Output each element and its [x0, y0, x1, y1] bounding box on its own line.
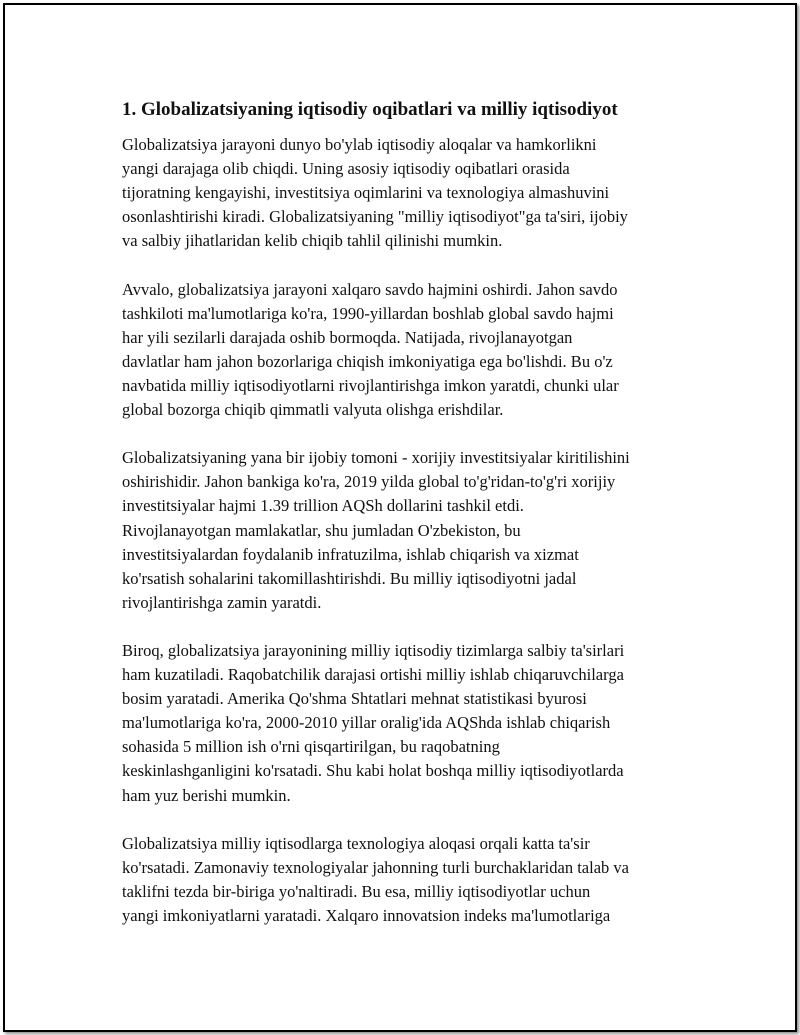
paragraph-line: keskinlashganligini ko'rsatadi. Shu kabi holat boshqa milliy iqtisodiyotlarda	[122, 761, 624, 781]
paragraph-line: rivojlantirishga zamin yaratdi.	[122, 592, 322, 612]
paragraph-line: Avvalo, globalizatsiya jarayoni xalqaro savdo hajmini oshirdi. Jahon savdo	[122, 279, 618, 299]
paragraph-line: investitsiyalardan foydalanib infratuzilma, ishlab chiqarish va xizmat	[122, 544, 579, 564]
paragraph-line: yangi imkoniyatlarni yaratadi. Xalqaro innovatsion indeks ma'lumotlariga	[122, 906, 611, 925]
paragraph-line: ma'lumotlariga ko'ra, 2000-2010 yillar oralig'ida AQShda ishlab chiqarish	[122, 713, 611, 733]
paragraph-3	[122, 446, 702, 615]
paragraph-line: har yili sezilarli darajada oshib bormoqda. Natijada, rivojlanayotgan	[122, 327, 573, 347]
paragraph-line: sohasida 5 million ish o'rni qisqartirilgan, bu raqobatning	[122, 737, 500, 757]
paragraph-line: ham yuz berishi mumkin.	[122, 785, 291, 805]
paragraph-2	[122, 278, 702, 423]
paragraph-line: va salbiy jihatlaridan kelib chiqib tahlil qilinishi mumkin.	[122, 231, 503, 251]
paragraph-line: Globalizatsiyaning yana bir ijobiy tomoni - xorijiy investitsiyalar kiritilishini	[122, 448, 630, 468]
paragraph-line: taklifni tezda bir-biriga yo'naltiradi. Bu esa, milliy iqtisodiyotlar uchun	[122, 881, 591, 901]
paragraph-5	[122, 832, 702, 928]
paragraph-line: osonlashtirishi kiradi. Globalizatsiyaning "milliy iqtisodiyot"ga ta'siri, ijobiy	[122, 207, 628, 227]
section-heading: 1. Globalizatsiyaning iqtisodiy oqibatlari va milliy iqtisodiyot	[122, 99, 618, 120]
paragraph-line: global bozorga chiqib qimmatli valyuta olishga erishdilar.	[122, 400, 504, 420]
paragraph-line: Biroq, globalizatsiya jarayonining milliy iqtisodiy tizimlarga salbiy ta'sirlari	[122, 640, 625, 660]
document-body	[122, 97, 702, 952]
paragraph-line: Rivojlanayotgan mamlakatlar, shu jumladan O'zbekiston, bu	[122, 520, 521, 540]
paragraph-line: navbatida milliy iqtisodiyotlarni rivojlantirishga imkon yaratdi, chunki ular	[122, 375, 619, 395]
paragraph-line: ham kuzatiladi. Raqobatchilik darajasi ortishi milliy ishlab chiqaruvchilarga	[122, 665, 624, 685]
paragraph-line: ko'rsatish sohalarini takomillashtirishdi. Bu milliy iqtisodiyotni jadal	[122, 568, 577, 588]
paragraph-line: bosim yaratadi. Amerika Qo'shma Shtatlari mehnat statistikasi byurosi	[122, 689, 587, 709]
paragraph-line: yangi darajaga olib chiqdi. Uning asosiy iqtisodiy oqibatlari orasida	[122, 159, 570, 179]
paragraph-line: tashkiloti ma'lumotlariga ko'ra, 1990-yillardan boshlab global savdo hajmi	[122, 303, 614, 323]
paragraph-line: ko'rsatadi. Zamonaviy texnologiyalar jahonning turli burchaklaridan talab va	[122, 857, 629, 877]
paragraph-line: tijoratning kengayishi, investitsiya oqimlarini va texnologiya almashuvini	[122, 183, 610, 203]
paragraph-line: oshirishidir. Jahon bankiga ko'ra, 2019 yilda global to'g'ridan-to'g'ri xorijiy	[122, 472, 616, 492]
paragraph-line: investitsiyalar hajmi 1.39 trillion AQSh dollarini tashkil etdi.	[122, 496, 524, 516]
paragraph-4	[122, 639, 702, 808]
document-page	[3, 3, 797, 1032]
paragraph-line: davlatlar ham jahon bozorlariga chiqish imkoniyatiga ega bo'lishdi. Bu o'z	[122, 351, 613, 371]
paragraph-line: Globalizatsiya jarayoni dunyo bo'ylab iqtisodiy aloqalar va hamkorlikni	[122, 135, 597, 154]
paragraph-1	[122, 133, 702, 253]
paragraph-line: Globalizatsiya milliy iqtisodlarga texnologiya aloqasi orqali katta ta'sir	[122, 833, 590, 853]
